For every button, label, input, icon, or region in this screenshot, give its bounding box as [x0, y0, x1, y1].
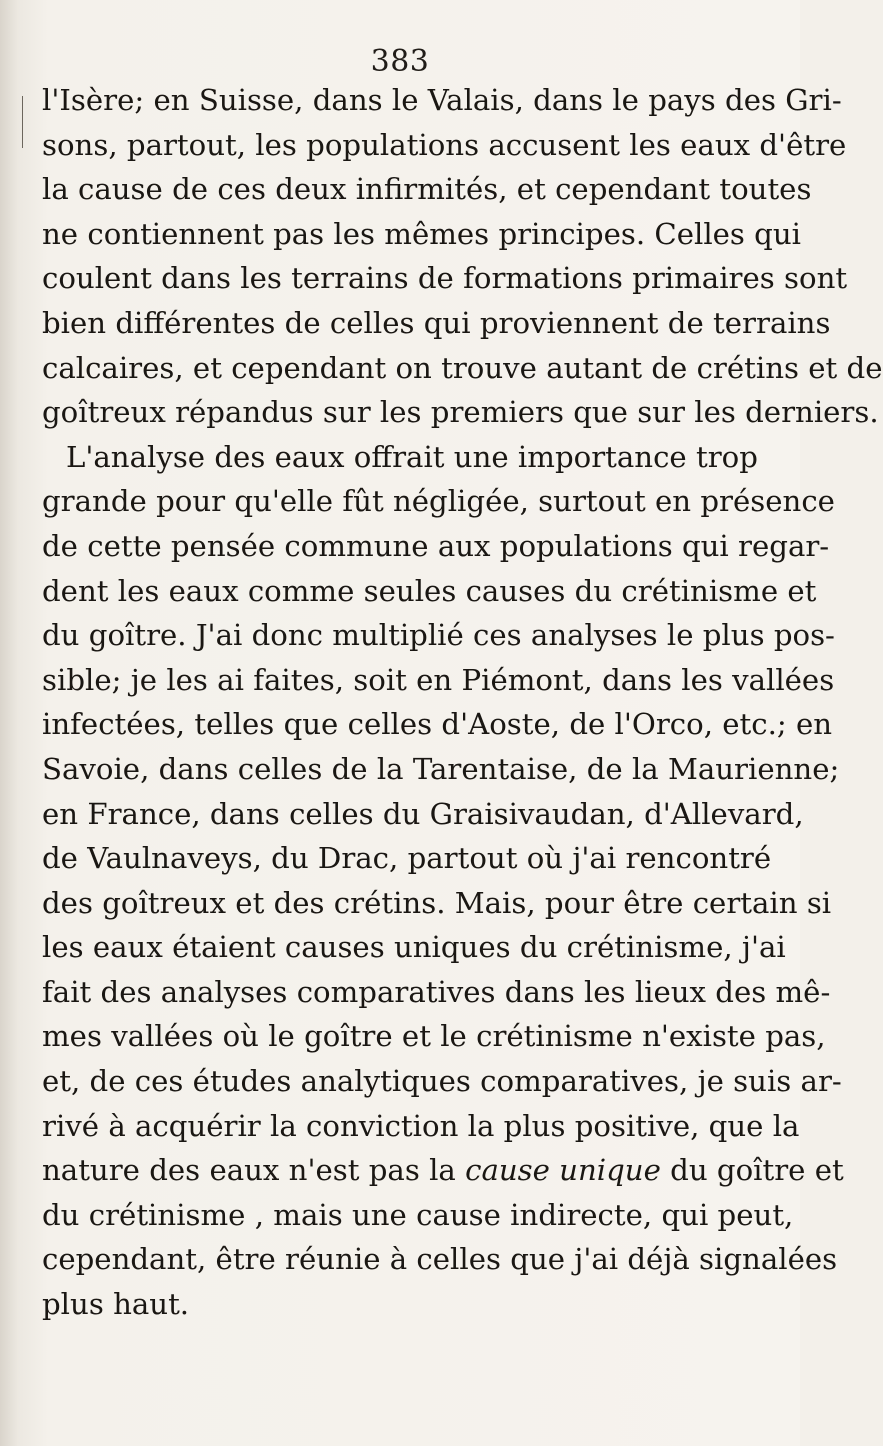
line-segment: nature des eaux n'est pas la: [42, 1153, 466, 1188]
paragraph-end-line: plus haut.: [42, 1287, 190, 1322]
gutter-mark: [22, 96, 23, 148]
text-line: des goîtreux et des crétins. Mais, pour être certain si: [42, 885, 832, 920]
text-line: coulent dans les terrains de formations primaires sont: [42, 261, 848, 296]
text-line: fait des analyses comparatives dans les lieux des mê-: [42, 974, 831, 1009]
page-number: 383: [370, 44, 430, 79]
text-line: sons, partout, les populations accusent les eaux d'être: [42, 127, 847, 162]
text-line: mes vallées où le goître et le crétinisme n'existe pas,: [42, 1019, 826, 1054]
text-line-with-italic: [42, 1148, 844, 1193]
text-line: calcaires, et cependant on trouve autant de crétins et de: [42, 350, 883, 385]
text-line: sible; je les ai faites, soit en Piémont, dans les vallées: [42, 662, 835, 697]
text-line: grande pour qu'elle fût négligée, surtout en présence: [42, 484, 835, 519]
text-line: du goître. J'ai donc multiplié ces analyses le plus pos-: [42, 618, 835, 653]
text-line: bien différentes de celles qui proviennent de terrains: [42, 305, 831, 340]
text-line: infectées, telles que celles d'Aoste, de l'Orco, etc.; en: [42, 707, 833, 742]
text-line: et, de ces études analytiques comparatives, je suis ar-: [42, 1064, 842, 1099]
text-line: de cette pensée commune aux populations qui regar-: [42, 528, 830, 563]
body-text: [42, 78, 883, 1327]
text-line: Savoie, dans celles de la Tarentaise, de la Maurienne;: [42, 751, 840, 786]
text-line: de Vaulnaveys, du Drac, partout où j'ai rencontré: [42, 841, 772, 876]
text-line: ne contiennent pas les mêmes principes. Celles qui: [42, 216, 802, 251]
text-line: la cause de ces deux infirmités, et cependant toutes: [42, 172, 812, 207]
text-line: goîtreux répandus sur les premiers que sur les derniers.: [42, 395, 879, 430]
text-line: du crétinisme , mais une cause indirecte, qui peut,: [42, 1197, 794, 1232]
italic-emphasis: cause unique: [465, 1153, 661, 1188]
text-line: en France, dans celles du Graisivaudan, d'Allevard,: [42, 796, 804, 831]
line-segment: du goître et: [660, 1153, 844, 1188]
text-line: cependant, être réunie à celles que j'ai déjà signalées: [42, 1242, 838, 1277]
text-line: les eaux étaient causes uniques du crétinisme, j'ai: [42, 930, 786, 965]
text-line: rivé à acquérir la conviction la plus positive, que la: [42, 1108, 800, 1143]
text-line: l'Isère; en Suisse, dans le Valais, dans le pays des Gri-: [42, 83, 842, 117]
paragraph-start-line: L'analyse des eaux offrait une importance trop: [66, 439, 758, 474]
text-line: dent les eaux comme seules causes du crétinisme et: [42, 573, 817, 608]
